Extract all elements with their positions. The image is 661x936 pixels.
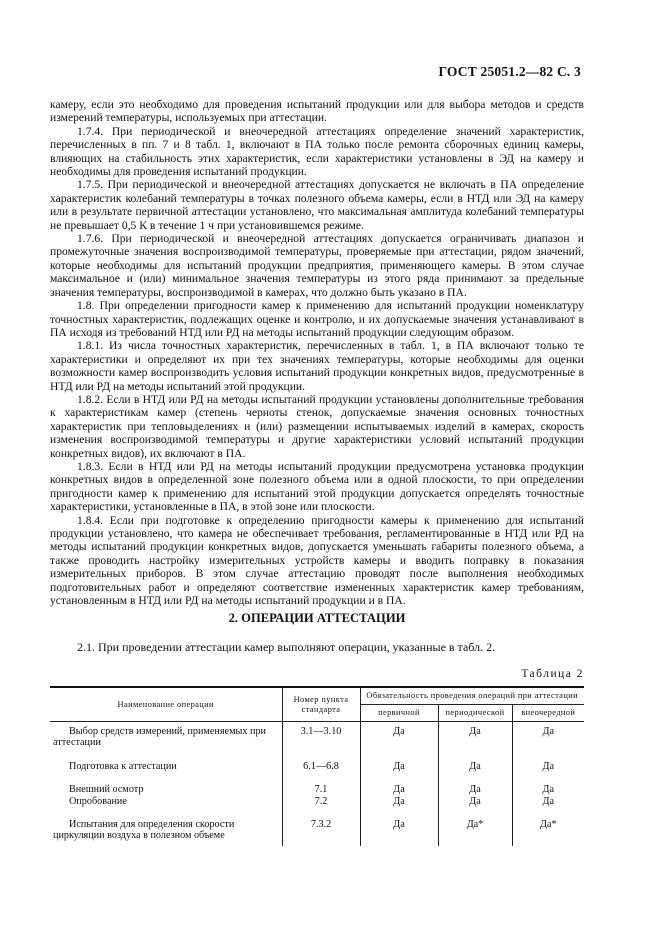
primary-value: Да xyxy=(360,772,438,795)
operation-name: Опробование xyxy=(69,795,127,807)
paragraph-1-8-2: 1.8.2. Если в НТД или РД на методы испытаний продукции установлены дополнительные требования к характеристикам камер (степень черноты стенок, допускаемые значения основных точностных характеристик при тепловыделениях и (или) размещении испытываемых изделий в камерах, скорость изменения воспроизводимой температуры и другие характеристики условий испытаний продукции конкретных видов), их включают в ПА. xyxy=(50,392,584,460)
clause-number: 3.1—3.10 xyxy=(282,722,360,749)
paragraph-1-8-4: 1.8.4. Если при подготовке к определению пригодности камеры к применению для испытаний продукции установлено, что камера не обеспечивает требования, регламентированные в НТД или РД на методы испытаний продукции конкретных видов, допускается уменьшать габариты полезного объема, а также проводить настройку измерительных устройств камеры и вводить поправку в показания измерительных приборов. В этом случае аттестацию проводят после выполнения необходимых подготовительных работ и определяют соответствие измененных характеристик камер требованиям, установленным в НТД или РД на методы испытаний продукции и в ПА. xyxy=(50,513,584,608)
paragraph-1-7-4: 1.7.4. При периодической и внеочередной аттестациях определение значений характеристик, перечисленных в пп. 7 и 8 табл. 1, включают в ПА только после ремонта сборочных единиц камеры, влияющих на стабильность этих характеристик, если характеристики установлены в ЭД на камеру и необходимы для проведения испытаний продукции. xyxy=(50,124,584,179)
table-caption: Таблица 2 xyxy=(521,668,584,680)
operation-name: Подготовка к аттестации xyxy=(69,760,177,772)
extraordinary-value: Да xyxy=(512,772,584,795)
primary-value: Да xyxy=(360,722,438,749)
table-row xyxy=(50,722,584,749)
extraordinary-value: Да* xyxy=(512,807,584,846)
clause-number: 7.3.2 xyxy=(282,807,360,846)
periodic-value: Да xyxy=(438,722,512,749)
primary-value: Да xyxy=(360,807,438,846)
periodic-value: Да xyxy=(438,772,512,795)
extraordinary-value: Да xyxy=(512,796,584,807)
periodic-value: Да xyxy=(438,749,512,772)
paragraph-1-7-6: 1.7.6. При периодической и внеочередной аттестациях допускается ограничивать диапазон и промежуточные значения воспроизводимой температуры, проверяемые при аттестации, рядом значений, которые необходимы для испытаний продукции предприятия, применяющего камеры. В этом случае максимальное и (или) минимальное значения температуры из этого ряда принимают за предельные значения температуры, воспроизводимой в камерах, что должно быть указано в ПА. xyxy=(50,232,584,299)
extraordinary-value: Да xyxy=(512,722,584,749)
extraordinary-value: Да xyxy=(512,749,584,772)
clause-number: 6.1—6.8 xyxy=(282,749,360,772)
table-row xyxy=(50,772,584,795)
paragraph-1-8-1: 1.8.1. Из числа точностных характеристик, перечисленных в табл. 1, в ПА включают только те характеристики и определяют их при тех значениях температуры, которые необходимы для оценки возможности камер воспроизводить условия испытаний продукции конкретных видов, предусмотренные в НТД или РД на методы испытаний этой продукции. xyxy=(50,339,584,393)
paragraph-1-8: 1.8. При определении пригодности камер к применению для испытаний продукции номенклатуру точностных характеристик, подлежащих оценке и контролю, и их допускаемые значения устанавливают в ПА исходя из требований НТД или РД на методы испытаний продукции следующим образом. xyxy=(50,299,584,339)
paragraph-1-7-5: 1.7.5. При периодической и внеочередной аттестациях допускается не включать в ПА определение характеристик колебаний температуры в точках полезного объема камеры, если в НТД или ЭД на камеру или в результате первичной аттестации установлено, что максимальная амплитуда колебаний температуры не превышает 0,5 К в течение 1 ч при установившемся режиме. xyxy=(50,178,584,232)
table-row xyxy=(50,796,584,807)
periodic-value: Да xyxy=(438,796,512,807)
clause-number: 7.1 xyxy=(282,772,360,795)
header-primary: первичной xyxy=(360,705,438,722)
header-periodic: периодической xyxy=(438,705,512,722)
table-row xyxy=(50,749,584,772)
running-header: ГОСТ 25051.2—82 С. 3 xyxy=(438,64,581,79)
operation-name: Выбор средств измерений, применяемых при аттестации xyxy=(53,726,266,749)
section-intro: 2.1. При проведении аттестации камер выполняют операции, указанные в табл. 2. xyxy=(77,640,496,654)
primary-value: Да xyxy=(360,796,438,807)
operation-name: Внешний осмотр xyxy=(69,784,144,796)
clause-number: 7.2 xyxy=(282,796,360,807)
header-extraordinary: внеочередной xyxy=(512,705,584,722)
periodic-value: Да* xyxy=(438,807,512,846)
paragraph: камеру, если это необходимо для проведения испытаний продукции или для выбора методов и средств измерений температуры, используемых при аттестации. xyxy=(50,98,584,125)
header-obligation: Обязательность проведения операций при аттестации xyxy=(360,687,584,705)
paragraph-1-8-3: 1.8.3. Если в НТД или РД на методы испытаний продукции предусмотрена установка продукции конкретных видов в определенной зоне полезного объема или в одной плоскости, то при определении пригодности камер к применению для испытаний этой продукции допускается определять точностные характеристики, установленные в ПА, в этой зоне или плоскости. xyxy=(50,459,584,514)
table-row xyxy=(50,807,584,846)
header-clause-number: Номер пункта стандарта xyxy=(282,687,360,722)
header-operation-name: Наименование операции xyxy=(50,687,282,722)
body-text xyxy=(50,98,584,607)
section-title: 2. ОПЕРАЦИИ АТТЕСТАЦИИ xyxy=(228,611,406,625)
operation-name: Испытания для определения скорости циркуляции воздуха в полезном объеме xyxy=(53,819,235,842)
operations-table xyxy=(50,686,584,846)
primary-value: Да xyxy=(360,749,438,772)
